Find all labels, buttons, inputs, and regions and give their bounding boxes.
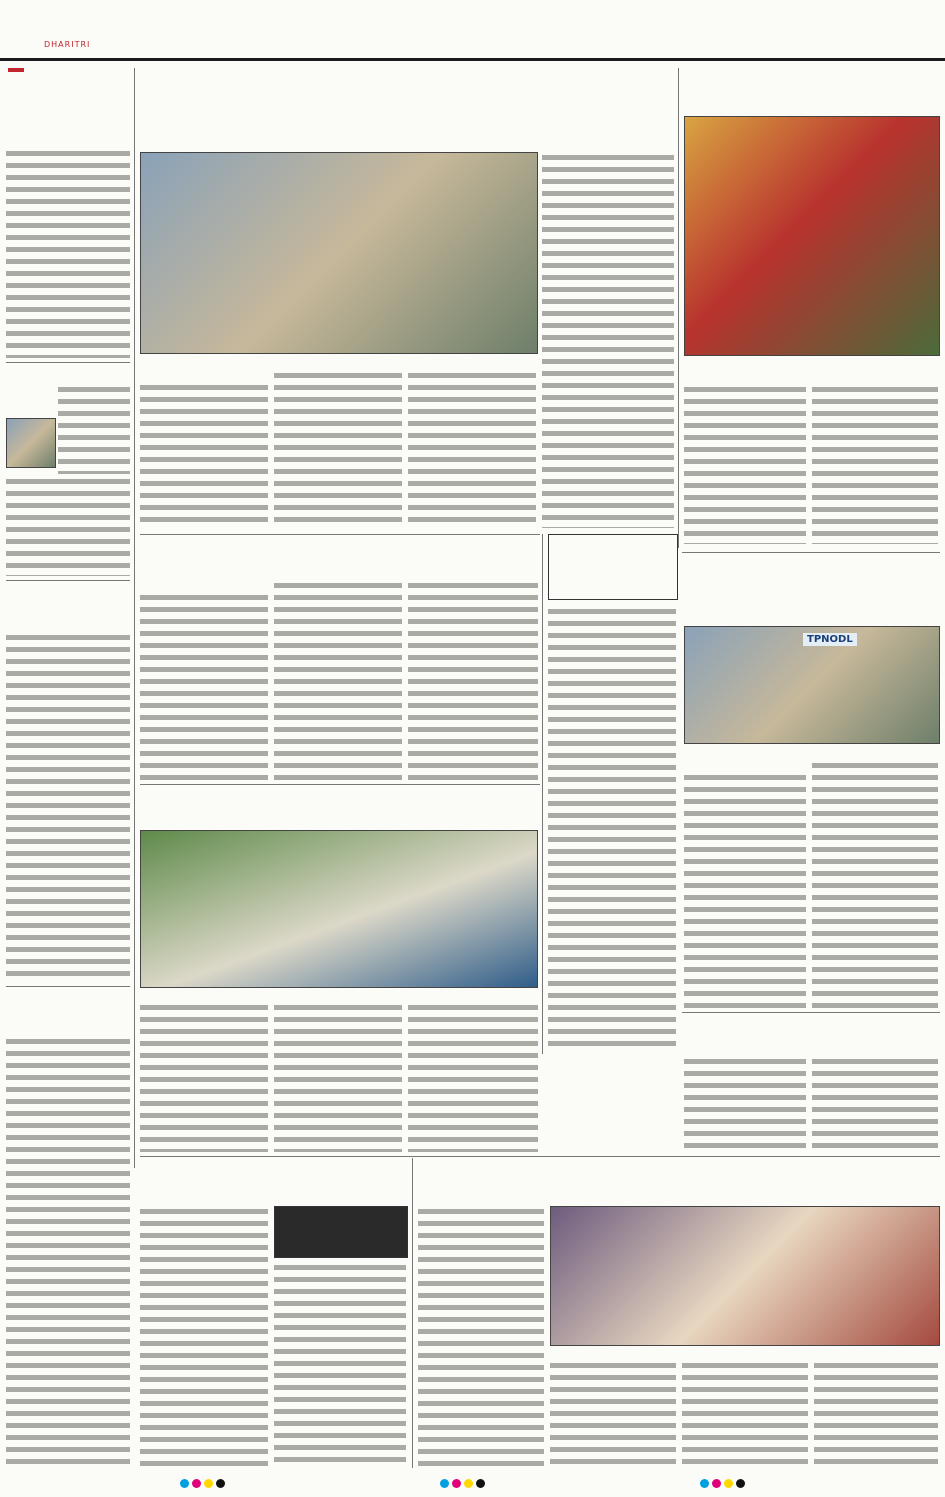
main-body-col-1 (140, 382, 268, 528)
main-body-col-2 (274, 370, 402, 528)
column-rule (412, 1158, 413, 1468)
column-rule (678, 68, 679, 548)
divider (6, 580, 130, 581)
corruption-body (548, 606, 676, 1046)
divider (682, 552, 940, 553)
cooperative-body-col-3 (408, 580, 538, 780)
masthead (0, 0, 945, 61)
unity-run-photo (140, 830, 538, 988)
tpnodl-body-col-2 (812, 760, 938, 1008)
tpnodl-body-col-1 (684, 772, 806, 1008)
brief-tag (8, 68, 24, 72)
column-rule (542, 534, 543, 1054)
tpnodl-banner: TPNODL (803, 633, 857, 646)
festival-stage-photo (550, 1206, 940, 1346)
divider (140, 784, 540, 785)
mobile-health-van-photo (684, 626, 940, 744)
district-students-body-col-2 (274, 1262, 406, 1466)
unity-run-body-col-1 (140, 1002, 268, 1152)
portrait-photo (6, 418, 56, 468)
corruption-box (548, 534, 678, 600)
cooperative-body-col-2 (274, 580, 402, 780)
left-story-3-body (6, 632, 130, 982)
right-top-body-col-1 (684, 384, 806, 544)
newspaper-logo-subtitle: DHARITRI (44, 40, 91, 49)
left-story-4-body (6, 1036, 130, 1466)
district-students-body-col-1 (140, 1206, 268, 1466)
theft-body-col-1 (684, 1056, 806, 1152)
divider (140, 1156, 940, 1157)
festival-body-col-3 (682, 1360, 808, 1466)
right-top-body-col-2 (812, 384, 938, 544)
divider (6, 362, 130, 363)
divider (682, 1012, 940, 1013)
page-number (895, 6, 935, 48)
main-body-col-3 (408, 370, 536, 528)
unity-run-body-col-2 (274, 1002, 402, 1152)
print-registration-marks (0, 1473, 945, 1487)
divider (6, 986, 130, 987)
puja-idol-photo (684, 116, 940, 356)
left-brief-body (6, 148, 130, 358)
festival-body-col-2 (550, 1360, 676, 1466)
district-students-subhead (274, 1206, 408, 1258)
theft-body-col-2 (812, 1056, 938, 1152)
left-story-2-body (58, 384, 130, 474)
corruption-dateline (549, 539, 677, 543)
cooperative-body-col-1 (140, 592, 268, 780)
column-rule (134, 68, 135, 1168)
unity-run-body-col-3 (408, 1002, 538, 1152)
festival-body-col-4 (814, 1360, 938, 1466)
divider (140, 534, 540, 535)
main-body-col-4 (542, 152, 674, 528)
festival-body-col-1 (418, 1206, 544, 1466)
court-inauguration-photo (140, 152, 538, 354)
left-story-2-body-cont (6, 476, 130, 576)
